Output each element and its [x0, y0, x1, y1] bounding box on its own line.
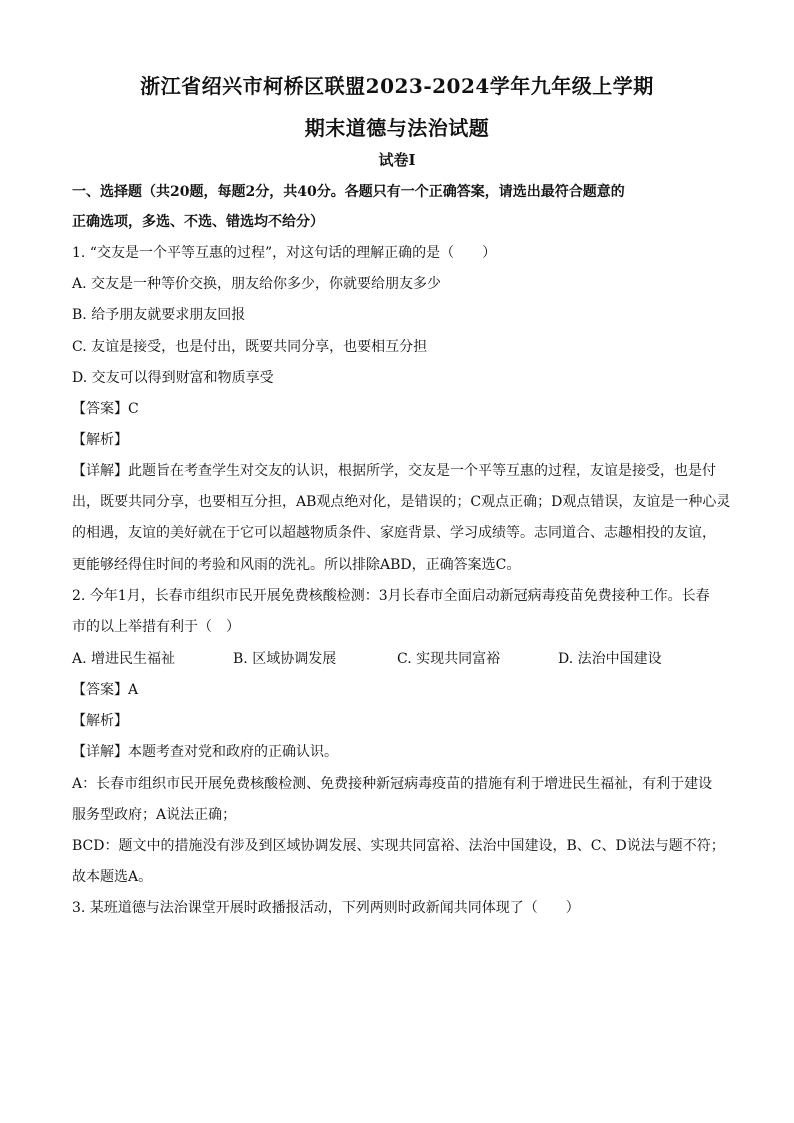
q2-detail-line3: 服务型政府；A说法正确；: [72, 807, 237, 823]
q2-option-c: C. 实现共同富裕: [397, 651, 501, 667]
section-heading-line1: 一、选择题（共20题，每题2分，共40分。各题只有一个正确答案，请选出最符合题意的: [72, 184, 625, 200]
q1-option-c: C. 友谊是接受，也是付出，既要共同分享，也要相互分担: [72, 339, 428, 355]
q2-detail-line4: BCD：题文中的措施没有涉及到区域协调发展、实现共同富裕、法治中国建设，B、C、D说法与题不符；: [72, 838, 725, 854]
q2-stem-line2: 市的以上举措有利于（ ）: [72, 619, 240, 635]
q1-detail-line2: 出，既要共同分享，也要相互分担，AB观点绝对化，是错误的；C观点正确；D观点错误，友谊是一种心灵: [72, 494, 731, 510]
section-heading-line2: 正确选项，多选、不选、错选均不给分）: [72, 214, 324, 230]
q2-option-a: A. 增进民生福祉: [72, 651, 176, 667]
q1-detail-line4: 更能够经得住时间的考验和风雨的洗礼。所以排除ABD，正确答案选C。: [72, 557, 521, 573]
q1-option-d: D. 交友可以得到财富和物质享受: [72, 370, 274, 386]
q2-stem-line1: 2. 今年1月，长春市组织市民开展免费核酸检测：3月长春市全面启动新冠病毒疫苗免费接种工作。长春: [72, 588, 710, 604]
q1-detail-line3: 的相遇，友谊的美好就在于它可以超越物质条件、家庭背景、学习成绩等。志同道合、志趣相投的友谊，: [72, 525, 716, 541]
q2-option-d: D. 法治中国建设: [558, 651, 662, 667]
q1-answer: 【答案】C: [72, 401, 139, 417]
exam-title-line2: 期末道德与法治试题: [304, 116, 490, 140]
q2-option-b: B. 区域协调发展: [233, 651, 337, 667]
q1-detail-line1: 【详解】此题旨在考查学生对交友的认识，根据所学，交友是一个平等互惠的过程，友谊是接受，也是付: [72, 463, 716, 479]
q2-detail-line5: 故本题选A。: [72, 869, 153, 885]
q1-stem: 1. “交友是一个平等互惠的过程”，对这句话的理解正确的是（ ）: [72, 245, 497, 261]
q2-detail-line1: 【详解】本题考查对党和政府的正确认识。: [72, 744, 338, 760]
paper-label: 试卷Ⅰ: [378, 151, 416, 169]
q2-analysis-label: 【解析】: [72, 713, 128, 729]
q1-option-a: A. 交友是一种等价交换，朋友给你多少，你就要给朋友多少: [72, 276, 442, 292]
q2-detail-line2: A：长春市组织市民开展免费核酸检测、免费接种新冠病毒疫苗的措施有利于增进民生福祉，有利于建设: [72, 776, 713, 792]
q3-stem: 3. 某班道德与法治课堂开展时政播报活动，下列两则时政新闻共同体现了（ ）: [72, 900, 580, 916]
q1-option-b: B. 给予朋友就要求朋友回报: [72, 307, 246, 323]
q2-answer: 【答案】A: [72, 682, 139, 698]
exam-title-line1: 浙江省绍兴市柯桥区联盟2023-2024学年九年级上学期: [140, 74, 654, 98]
q1-analysis-label: 【解析】: [72, 432, 128, 448]
